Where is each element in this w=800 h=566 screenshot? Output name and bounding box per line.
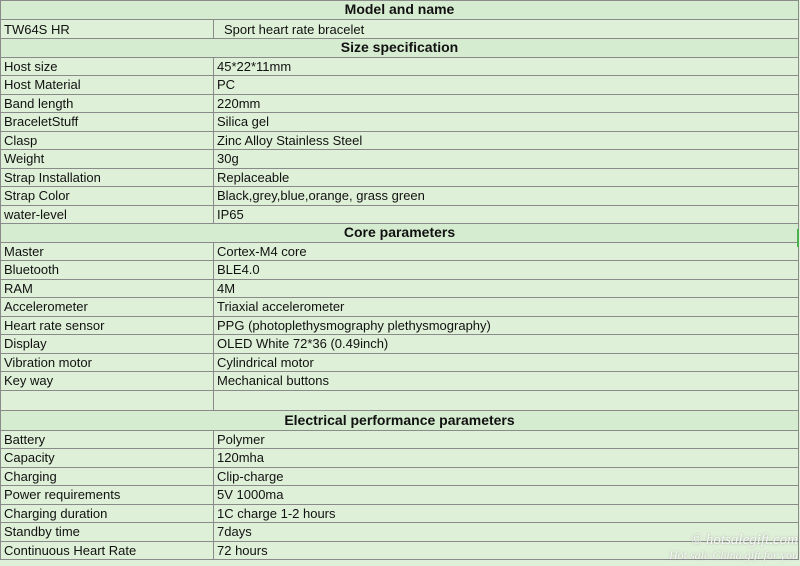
model-code: TW64S HR bbox=[1, 19, 214, 39]
row-label: Charging duration bbox=[1, 504, 214, 523]
blank-row bbox=[1, 390, 799, 410]
row-label: Host Material bbox=[1, 76, 214, 95]
row-value: Mechanical buttons bbox=[214, 372, 799, 391]
row-value: 1C charge 1-2 hours bbox=[214, 504, 799, 523]
watermark-line-1: © hotsalegift.com bbox=[690, 531, 798, 548]
row-label: Vibration motor bbox=[1, 353, 214, 372]
row-value: Polymer bbox=[214, 430, 799, 449]
section-header-electrical bbox=[1, 410, 799, 430]
table-row bbox=[1, 467, 799, 486]
row-value: 45*22*11mm bbox=[214, 57, 799, 76]
table-row bbox=[1, 504, 799, 523]
row-value: IP65 bbox=[214, 205, 799, 224]
table-row bbox=[1, 150, 799, 169]
empty-cell bbox=[1, 390, 214, 410]
row-label: Accelerometer bbox=[1, 298, 214, 317]
row-value: Clip-charge bbox=[214, 467, 799, 486]
table-row bbox=[1, 76, 799, 95]
table-row bbox=[1, 335, 799, 354]
table-row bbox=[1, 205, 799, 224]
table-row bbox=[1, 449, 799, 468]
row-value: 72 hours bbox=[214, 541, 799, 560]
table-row bbox=[1, 187, 799, 206]
row-label: Strap Installation bbox=[1, 168, 214, 187]
table-row bbox=[1, 372, 799, 391]
table-row bbox=[1, 168, 799, 187]
row-value: Black,grey,blue,orange, grass green bbox=[214, 187, 799, 206]
row-value: Silica gel bbox=[214, 113, 799, 132]
row-value: BLE4.0 bbox=[214, 261, 799, 280]
model-name: Sport heart rate bracelet bbox=[214, 19, 799, 39]
row-label: Strap Color bbox=[1, 187, 214, 206]
section-title: Model and name bbox=[1, 1, 799, 20]
watermark bbox=[669, 532, 798, 563]
row-value: 30g bbox=[214, 150, 799, 169]
row-label: Master bbox=[1, 242, 214, 261]
row-value: 220mm bbox=[214, 94, 799, 113]
row-label: Display bbox=[1, 335, 214, 354]
row-value: Cortex-M4 core bbox=[214, 242, 799, 261]
table-row bbox=[1, 486, 799, 505]
section-title: Core parameters bbox=[1, 224, 799, 243]
row-label: Battery bbox=[1, 430, 214, 449]
model-row bbox=[1, 19, 799, 39]
row-value: 5V 1000ma bbox=[214, 486, 799, 505]
row-value: OLED White 72*36 (0.49inch) bbox=[214, 335, 799, 354]
section-title: Electrical performance parameters bbox=[1, 410, 799, 430]
section-header-model bbox=[1, 1, 799, 20]
table-row bbox=[1, 113, 799, 132]
table-row bbox=[1, 279, 799, 298]
table-row bbox=[1, 430, 799, 449]
row-value: Triaxial accelerometer bbox=[214, 298, 799, 317]
row-label: Standby time bbox=[1, 523, 214, 542]
table-row bbox=[1, 298, 799, 317]
row-value: Zinc Alloy Stainless Steel bbox=[214, 131, 799, 150]
section-header-size bbox=[1, 39, 799, 58]
section-title: Size specification bbox=[1, 39, 799, 58]
row-label: BraceletStuff bbox=[1, 113, 214, 132]
table-row bbox=[1, 242, 799, 261]
row-value: 120mha bbox=[214, 449, 799, 468]
row-label: Weight bbox=[1, 150, 214, 169]
row-label: Bluetooth bbox=[1, 261, 214, 280]
row-value: Cylindrical motor bbox=[214, 353, 799, 372]
row-label: Key way bbox=[1, 372, 214, 391]
watermark-line-2: Hot sale China gift for you bbox=[669, 548, 798, 563]
row-label: Capacity bbox=[1, 449, 214, 468]
row-label: RAM bbox=[1, 279, 214, 298]
row-label: Power requirements bbox=[1, 486, 214, 505]
table-row bbox=[1, 131, 799, 150]
table-row bbox=[1, 57, 799, 76]
row-label: Continuous Heart Rate bbox=[1, 541, 214, 560]
row-value: PPG (photoplethysmography plethysmography) bbox=[214, 316, 799, 335]
row-label: Host size bbox=[1, 57, 214, 76]
table-row bbox=[1, 353, 799, 372]
table-row bbox=[1, 316, 799, 335]
row-value: Replaceable bbox=[214, 168, 799, 187]
row-label: Band length bbox=[1, 94, 214, 113]
row-label: water-level bbox=[1, 205, 214, 224]
table-row bbox=[1, 94, 799, 113]
empty-cell bbox=[214, 390, 799, 410]
section-header-core bbox=[1, 224, 799, 243]
row-label: Charging bbox=[1, 467, 214, 486]
row-label: Heart rate sensor bbox=[1, 316, 214, 335]
row-value: PC bbox=[214, 76, 799, 95]
row-label: Clasp bbox=[1, 131, 214, 150]
row-value: 4M bbox=[214, 279, 799, 298]
table-row bbox=[1, 261, 799, 280]
row-value: 7days bbox=[214, 523, 799, 542]
cell-selection-marker bbox=[797, 229, 799, 247]
